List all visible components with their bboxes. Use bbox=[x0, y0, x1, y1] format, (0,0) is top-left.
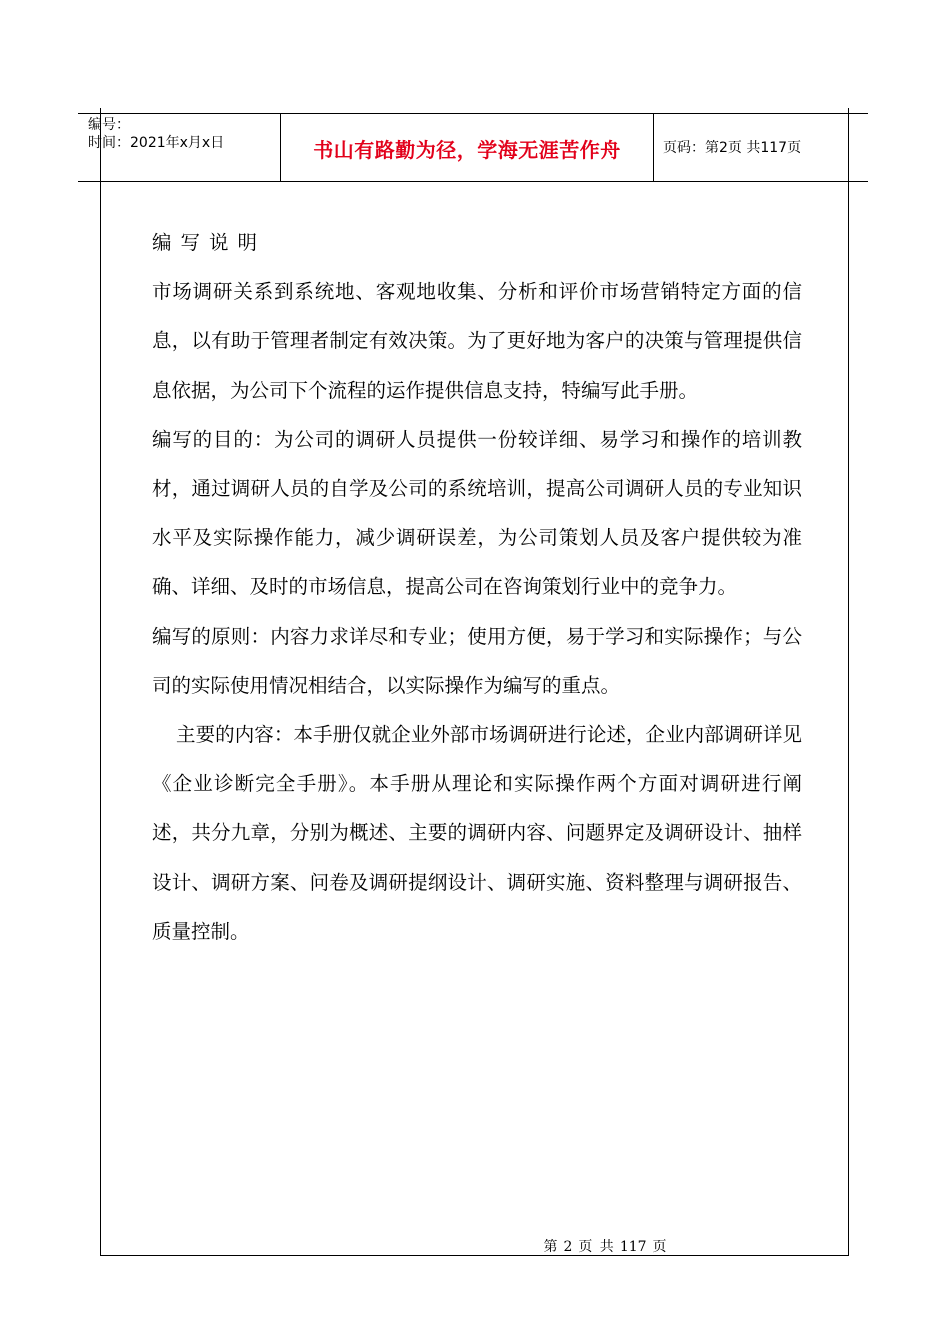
footer-page-number: 2 bbox=[563, 1239, 573, 1255]
frame-left-border bbox=[100, 108, 101, 1256]
purpose-paragraph: 编写的目的：为公司的调研人员提供一份较详细、易学习和操作的培训教材，通过调研人员的自学及公司的系统培训，提高公司调研人员的专业知识水平及实际操作能力，减少调研误差，为公司策划人员及客户提供较为准确、详细、及时的市场信息，提高公司在咨询策划行业中的竞争力。 bbox=[152, 427, 802, 599]
header-top-rule bbox=[78, 113, 868, 114]
frame-right-border bbox=[848, 108, 849, 1256]
header-bottom-rule bbox=[78, 181, 868, 182]
intro-paragraph: 市场调研关系到系统地、客观地收集、分析和评价市场营销特定方面的信息，以有助于管理者制定有效决策。为了更好地为客户的决策与管理提供信息依据，为公司下个流程的运作提供信息支持，特编写此手册。 bbox=[152, 280, 802, 402]
header-divider-2 bbox=[653, 113, 654, 181]
date-label: 时间：2021年x月x日 bbox=[88, 135, 225, 151]
section-heading: 编写说明 bbox=[152, 231, 267, 254]
header-meta bbox=[88, 116, 288, 152]
footer-total-pages: 117 bbox=[619, 1239, 647, 1255]
footer-middle: 页 共 bbox=[578, 1239, 614, 1255]
page-footer bbox=[0, 1236, 950, 1256]
header-page-info: 页码：第2页 共117页 bbox=[663, 140, 802, 156]
header-motto: 书山有路勤为径，学海无涯苦作舟 bbox=[313, 138, 621, 162]
main-content-paragraph: 主要的内容：本手册仅就企业外部市场调研进行论述，企业内部调研详见《企业诊断完全手册》。本手册从理论和实际操作两个方面对调研进行阐述，共分九章，分别为概述、主要的调研内容、问题界定及调研设计、抽样设计、调研方案、问卷及调研提纲设计、调研实施、资料整理与调研报告、质量控制。 bbox=[152, 723, 802, 943]
footer-prefix: 第 bbox=[543, 1239, 558, 1255]
serial-label: 编号： bbox=[88, 117, 130, 133]
document-body bbox=[152, 218, 802, 956]
footer-suffix: 页 bbox=[652, 1239, 667, 1255]
principle-paragraph: 编写的原则：内容力求详尽和专业；使用方便，易于学习和实际操作；与公司的实际使用情况相结合，以实际操作为编写的重点。 bbox=[152, 624, 802, 697]
